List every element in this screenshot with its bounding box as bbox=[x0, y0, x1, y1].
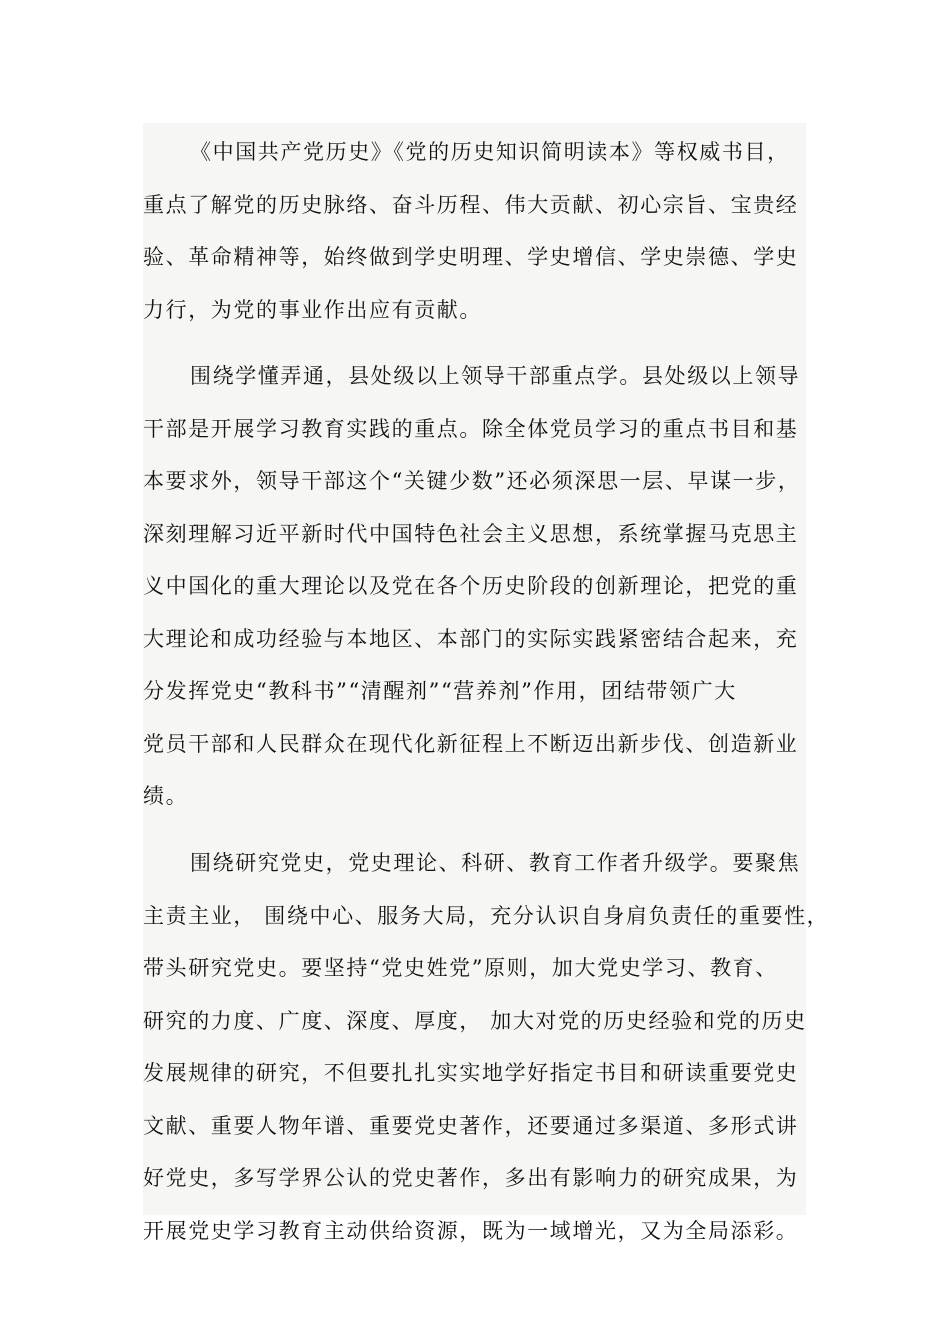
paragraph-2 bbox=[143, 350, 801, 823]
paragraph-line: 绩。 bbox=[143, 784, 189, 808]
paragraph-line: 主责主业， 围绕中心、服务大局，充分认识自身肩负责任的重要性， bbox=[143, 903, 830, 928]
paragraph-line: 开展党史学习教育主动供给资源，既为一域增光，又为全局添彩。 bbox=[143, 1218, 799, 1243]
paragraph-line: 本要求外，领导干部这个“关键少数”还必须深思一层、早谋一步， bbox=[143, 469, 801, 493]
paragraph-line: 好党史，多写学界公认的党史著作，多出有影响力的研究成果，为 bbox=[143, 1166, 799, 1190]
paragraph-line: 《中国共产党历史》《党的历史知识简明读本》等权威书目， bbox=[190, 140, 790, 164]
paragraph-line: 党员干部和人民群众在现代化新征程上不断迈出新步伐、创造新业 bbox=[143, 731, 799, 756]
paragraph-line: 干部是开展学习教育实践的重点。除全体党员学习的重点书目和基 bbox=[143, 416, 799, 441]
paragraph-3 bbox=[143, 837, 830, 1257]
paragraph-line: 研究的力度、广度、深度、厚度， 加大对党的历史经验和党的历史 bbox=[143, 1008, 807, 1033]
paragraph-line: 重点了解党的历史脉络、奋斗历程、伟大贡献、初心宗旨、宝贵经 bbox=[143, 192, 799, 217]
paragraph-line: 围绕学懂弄通，县处级以上领导干部重点学。县处级以上领导 bbox=[190, 364, 801, 388]
paragraph-line: 大理论和成功经验与本地区、本部门的实际实践紧密结合起来，充 bbox=[143, 626, 799, 651]
paragraph-line: 义中国化的重大理论以及党在各个历史阶段的创新理论，把党的重 bbox=[143, 574, 799, 598]
paragraph-line: 力行，为党的事业作出应有贡献。 bbox=[143, 297, 482, 322]
paragraph-line: 带头研究党史。要坚持“党史姓党”原则，加大党史学习、教育、 bbox=[143, 956, 778, 980]
paragraph-line: 深刻理解习近平新时代中国特色社会主义思想，系统掌握马克思主 bbox=[143, 521, 799, 546]
paragraph-line: 验、革命精神等，始终做到学史明理、学史增信、学史崇德、学史 bbox=[143, 245, 799, 269]
paragraph-1 bbox=[143, 126, 799, 336]
paragraph-line: 发展规律的研究，不但要扎扎实实地学好指定书目和研读重要党史 bbox=[143, 1061, 799, 1085]
paragraph-line: 分发挥党史“教科书”“清醒剂”“营养剂”作用，团结带领广大 bbox=[143, 679, 737, 703]
text-block bbox=[143, 123, 830, 1243]
paragraph-line: 文献、重要人物年谱、重要党史著作，还要通过多渠道、多形式讲 bbox=[143, 1113, 799, 1138]
paragraph-line: 围绕研究党史，党史理论、科研、教育工作者升级学。要聚焦 bbox=[190, 851, 801, 875]
